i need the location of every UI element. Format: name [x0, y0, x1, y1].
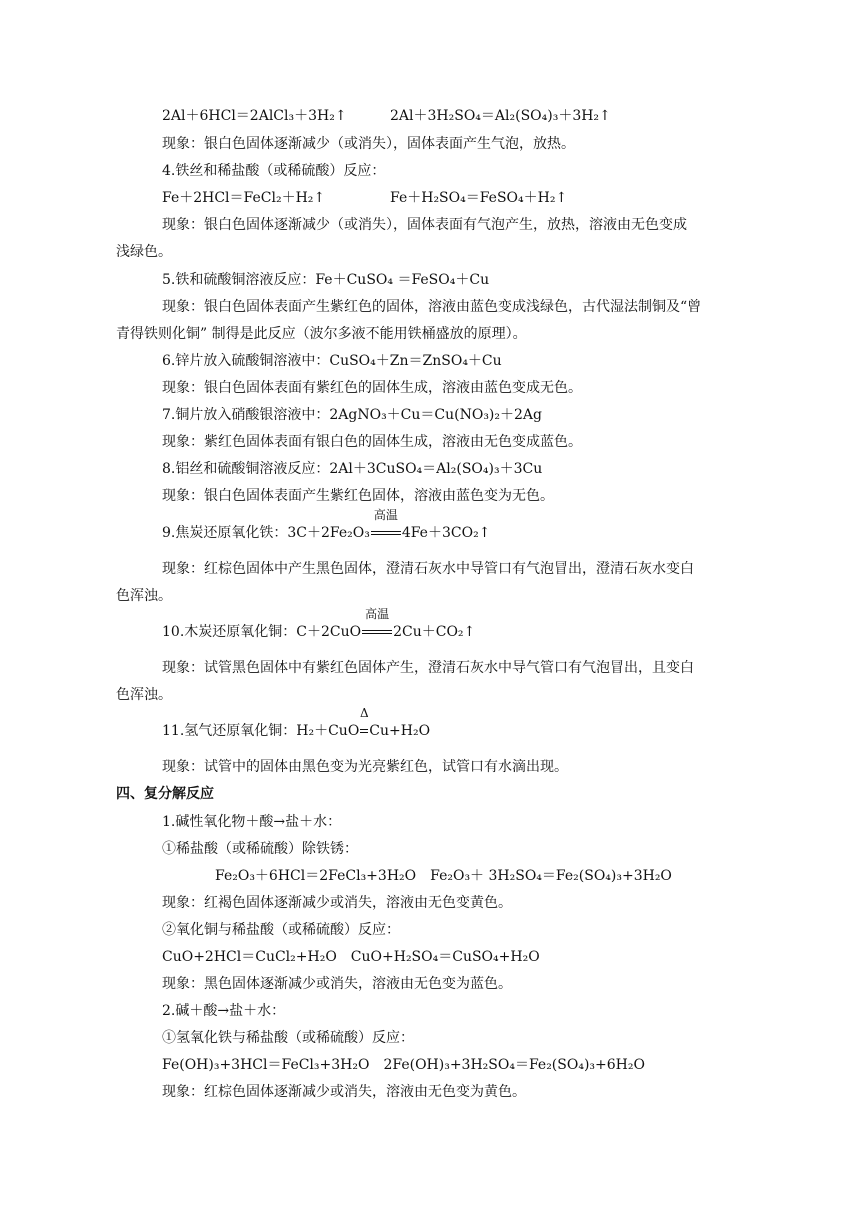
- subsection-2a-title: ①氢氧化铁与稀盐酸（或稀硫酸）反应：: [162, 1030, 414, 1046]
- equals-bar: [360, 729, 368, 733]
- observation-2a: 现象：红棕色固体逐渐减少或消失，溶液由无色变为黄色。: [162, 1084, 526, 1100]
- observation-8: 现象：银白色固体表面产生紫红色固体，溶液由蓝色变为无色。: [162, 488, 554, 504]
- observation-9-line1: 现象：红棕色固体中产生黑色固体，澄清石灰水中导管口有气泡冒出，澄清石灰水变白: [162, 561, 694, 577]
- observation-al: 现象：银白色固体逐渐减少（或消失），固体表面产生气泡，放热。: [162, 136, 575, 152]
- equation-al-hcl: 2Al＋6HCl＝2AlCl₃＋3H₂↑: [162, 108, 347, 124]
- observation-10-line2: 色浑浊。: [116, 687, 172, 703]
- observation-5-line2: 青得铁则化铜” 制得是此反应（波尔多液不能用铁桶盛放的原理）。: [116, 326, 527, 342]
- item-9-products: 4Fe＋3CO₂↑: [401, 525, 491, 541]
- item-7-title: 7.铜片放入硝酸银溶液中：2AgNO₃＋Cu＝Cu(NO₃)₂＋2Ag: [162, 407, 542, 423]
- reaction-condition-high-temp: [361, 607, 393, 642]
- item-10-title: [162, 607, 476, 642]
- equation-fe-hcl: Fe＋2HCl＝FeCl₂＋H₂↑: [162, 190, 326, 206]
- reaction-condition-heat: [359, 706, 369, 741]
- subsection-1b-title: ②氧化铜与稀盐酸（或稀硫酸）反应：: [162, 922, 400, 938]
- reaction-condition-high-temp: [370, 508, 402, 543]
- item-11-products: Cu+H₂O: [369, 723, 431, 739]
- item-10-reactants: 10.木炭还原氧化铜：C＋2CuO: [162, 624, 362, 640]
- condition-label: 高温: [365, 607, 390, 621]
- observation-7: 现象：紫红色固体表面有银白色的固体生成，溶液由无色变成蓝色。: [162, 434, 582, 450]
- item-4-title: 4.铁丝和稀盐酸（或稀硫酸）反应：: [162, 163, 386, 179]
- item-10-products: 2Cu＋CO₂↑: [393, 624, 476, 640]
- subsection-1-title: 1.碱性氧化物＋酸→盐＋水：: [162, 814, 342, 830]
- equals-bar: [371, 531, 401, 535]
- observation-1a: 现象：红褐色固体逐渐减少或消失，溶液由无色变黄色。: [162, 895, 512, 911]
- section-heading-4: 四、复分解反应: [116, 786, 214, 802]
- item-8-title: 8.铝丝和硫酸铜溶液反应：2Al＋3CuSO₄＝Al₂(SO₄)₃＋3Cu: [162, 461, 543, 477]
- observation-fe-line1: 现象：银白色固体逐渐减少（或消失），固体表面有气泡产生，放热，溶液由无色变成: [162, 217, 687, 233]
- observation-10-line1: 现象：试管黑色固体中有紫红色固体产生，澄清石灰水中导气管口有气泡冒出，且变白: [162, 660, 694, 676]
- subsection-1a-title: ①稀盐酸（或稀硫酸）除铁锈：: [162, 841, 358, 857]
- item-9-reactants: 9.焦炭还原氧化铁：3C＋2Fe₂O₃: [162, 525, 370, 541]
- item-9-title: [162, 508, 491, 543]
- condition-label: Δ: [359, 706, 369, 720]
- equation-feoh3-acid: Fe(OH)₃+3HCl＝FeCl₃+3H₂O 2Fe(OH)₃+3H₂SO₄＝Fe₂(SO₄)₃+6H₂O: [162, 1057, 645, 1073]
- equation-fe-h2so4: Fe＋H₂SO₄＝FeSO₄＋H₂↑: [390, 190, 568, 206]
- equals-bar: [362, 630, 392, 634]
- item-11-reactants: 11.氢气还原氧化铜：H₂＋CuO: [162, 723, 360, 739]
- item-11-title: [162, 706, 431, 741]
- observation-5-line1: 现象：银白色固体表面产生紫红色的固体，溶液由蓝色变成浅绿色，古代湿法制铜及“曾: [162, 299, 702, 315]
- observation-9-line2: 色浑浊。: [116, 588, 172, 604]
- observation-fe-line2: 浅绿色。: [116, 244, 172, 260]
- item-6-title: 6.锌片放入硫酸铜溶液中：CuSO₄＋Zn＝ZnSO₄＋Cu: [162, 353, 502, 369]
- condition-label: 高温: [373, 508, 398, 522]
- item-5-title: 5.铁和硫酸铜溶液反应：Fe＋CuSO₄ ＝FeSO₄＋Cu: [162, 272, 490, 288]
- subsection-2-title: 2.碱＋酸→盐＋水：: [162, 1003, 286, 1019]
- observation-1b: 现象：黑色固体逐渐减少或消失，溶液由无色变为蓝色。: [162, 976, 512, 992]
- observation-11: 现象：试管中的固体由黑色变为光亮紫红色，试管口有水滴出现。: [162, 759, 568, 775]
- observation-6: 现象：银白色固体表面有紫红色的固体生成，溶液由蓝色变成无色。: [162, 380, 582, 396]
- equation-rust-removal: Fe₂O₃＋6HCl＝2FeCl₃+3H₂O Fe₂O₃＋ 3H₂SO₄＝Fe₂(SO₄)₃+3H₂O: [215, 868, 672, 884]
- equation-cuo-acid: CuO+2HCl＝CuCl₂+H₂O CuO+H₂SO₄＝CuSO₄+H₂O: [162, 949, 540, 965]
- equation-al-h2so4: 2Al＋3H₂SO₄＝Al₂(SO₄)₃＋3H₂↑: [390, 108, 611, 124]
